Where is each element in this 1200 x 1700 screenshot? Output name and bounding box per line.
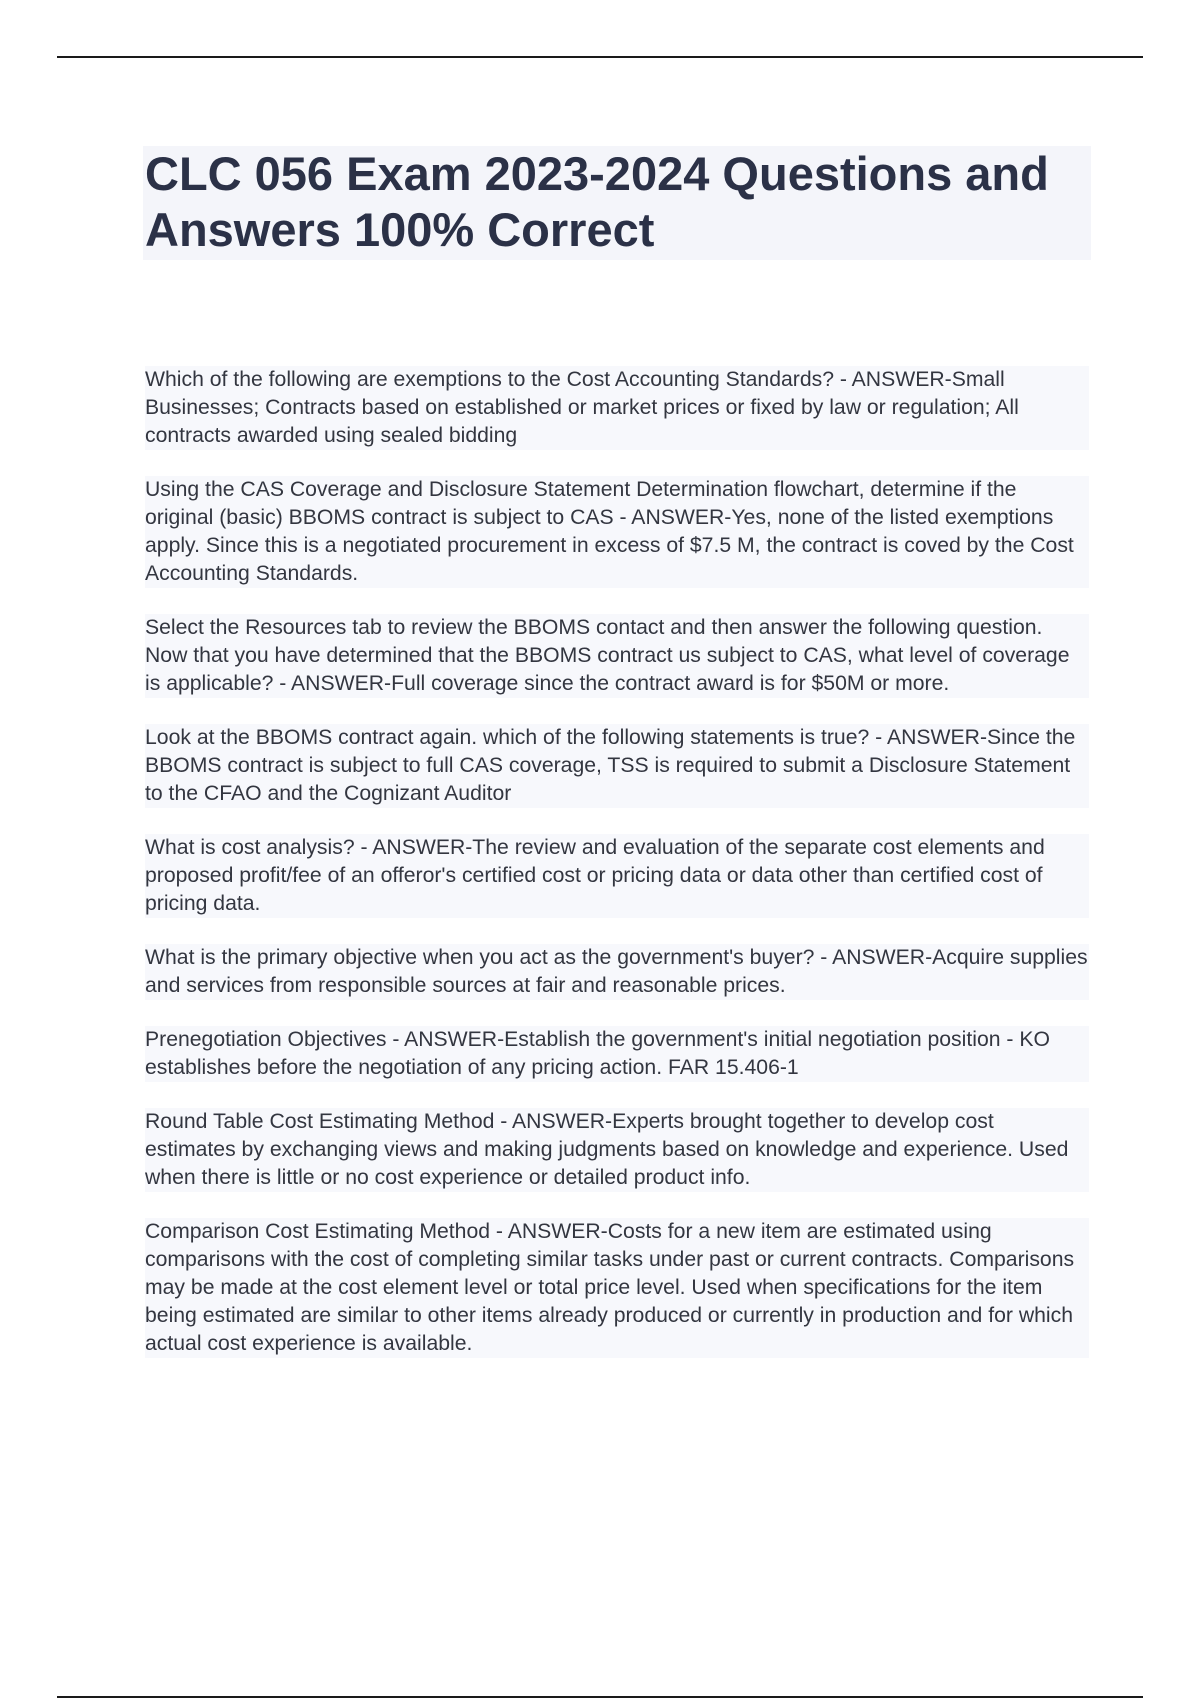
top-divider — [57, 56, 1143, 58]
bottom-divider — [57, 1696, 1143, 1698]
qa-item-5: What is cost analysis? - ANSWER-The review and evaluation of the separate cost elements and proposed profit/fee of an offeror's certified cost or pricing data or data other than certified cost of pricing data. — [145, 834, 1089, 918]
qa-item-8: Round Table Cost Estimating Method - ANSWER-Experts brought together to develop cost estimates by exchanging views and making judgments based on knowledge and experience. Used when there is little or no cost experience or detailed product info. — [145, 1108, 1089, 1192]
qa-item-1: Which of the following are exemptions to the Cost Accounting Standards? - ANSWER-Small Businesses; Contracts based on established or market prices or fixed by law or regulation; All contracts awarded using sealed bidding — [145, 366, 1089, 450]
qa-item-4: Look at the BBOMS contract again. which of the following statements is true? - ANSWER-Since the BBOMS contract is subject to full CAS coverage, TSS is required to submit a Disclosure Statement to the CFAO and the Cognizant Auditor — [145, 724, 1089, 808]
qa-item-7: Prenegotiation Objectives - ANSWER-Establish the government's initial negotiation position - KO establishes before the negotiation of any pricing action. FAR 15.406-1 — [145, 1026, 1089, 1082]
qa-item-2: Using the CAS Coverage and Disclosure Statement Determination flowchart, determine if the original (basic) BBOMS contract is subject to CAS - ANSWER-Yes, none of the listed exemptions apply. Since this is a negotiated procurement in excess of $7.5 M, the contract is coved by the Cost Accounting Standards. — [145, 476, 1089, 588]
qa-list — [145, 366, 1089, 1384]
qa-item-6: What is the primary objective when you act as the government's buyer? - ANSWER-Acquire supplies and services from responsible sources at fair and reasonable prices. — [145, 944, 1089, 1000]
qa-item-9: Comparison Cost Estimating Method - ANSWER-Costs for a new item are estimated using comparisons with the cost of completing similar tasks under past or current contracts. Comparisons may be made at the cost element level or total price level. Used when specifications for the item being estimated are similar to other items already produced or currently in production and for which actual cost experience is available. — [145, 1218, 1089, 1358]
title-block — [143, 146, 1091, 260]
page-title: CLC 056 Exam 2023-2024 Questions and Answers 100% Correct — [145, 147, 1049, 256]
qa-item-3: Select the Resources tab to review the BBOMS contact and then answer the following question. Now that you have determined that the BBOMS contract us subject to CAS, what level of coverage is applicable? - ANSWER-Full coverage since the contract award is for $50M or more. — [145, 614, 1089, 698]
